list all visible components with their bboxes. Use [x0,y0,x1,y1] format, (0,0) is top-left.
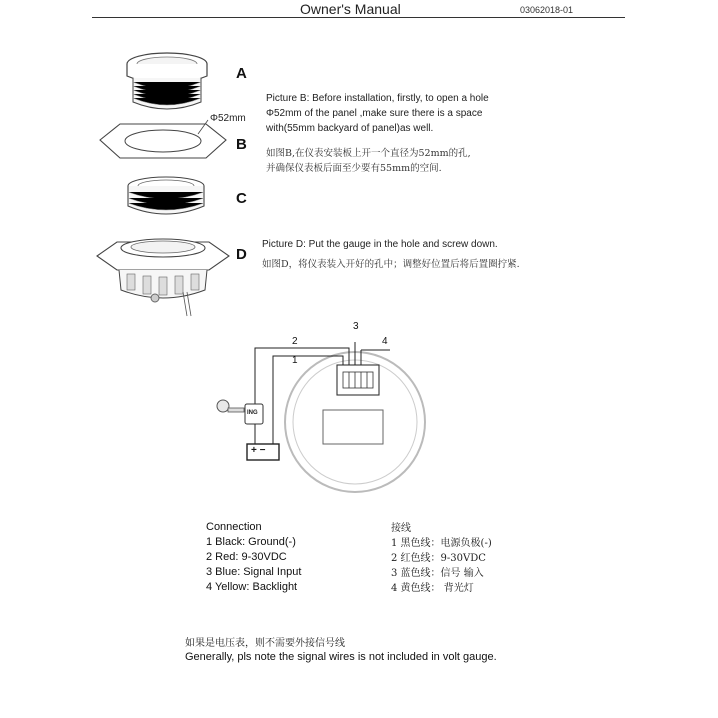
battery-terminals: + − [251,445,266,456]
manual-title: Owner's Manual [300,1,401,17]
hole-diameter-label: Φ52mm [210,113,246,124]
step-label-c: C [236,190,247,207]
ignition-label: ING [247,410,258,416]
connection-zh-title: 接线 [391,523,411,534]
assembled-gauge-drawing [95,232,235,322]
header-rule [92,17,625,18]
panel-plate-drawing [98,118,228,173]
picture-d-zh: 如图D，将仪表装入开好的孔中；调整好位置后将后置圈拧紧. [262,259,520,270]
picture-b-zh-line-2: 并确保仪表板后面至少要有55mm的空间. [266,163,442,174]
note-zh: 如果是电压表，则不需要外接信号线 [185,638,345,649]
picture-b-zh-line-1: 如图B,在仪表安装板上开一个直径为52mm的孔, [266,148,471,159]
picture-b-en-line-3: with(55mm backyard of panel)as well. [266,123,434,134]
step-label-a: A [236,65,247,82]
bezel-drawing [115,50,225,120]
retaining-nut-drawing [118,176,218,226]
wire-label-3: 3 [353,321,359,332]
connection-zh-item-3: 3 蓝色线：信号 输入 [391,568,484,579]
connection-item-3: 3 Blue: Signal Input [206,566,302,578]
connection-item-4: 4 Yellow: Backlight [206,581,298,593]
connection-section-en [206,520,376,595]
connection-item-2: 2 Red: 9-30VDC [206,551,287,563]
picture-d-instructions [262,237,582,272]
connection-item-1: 1 Black: Ground(-) [206,536,296,548]
wire-label-1: 1 [292,355,298,366]
connection-zh-item-1: 1 黑色线：电源负极(-) [391,538,492,549]
connection-zh-item-4: 4 黄色线： 背光灯 [391,583,474,594]
step-label-d: D [236,246,247,263]
document-code: 03062018-01 [520,5,574,15]
picture-b-instructions [266,91,566,176]
step-label-b: B [236,136,247,153]
wire-label-4: 4 [382,336,388,347]
wiring-diagram [205,320,465,495]
connection-zh-item-2: 2 红色线：9-30VDC [391,553,486,564]
picture-d-en: Picture D: Put the gauge in the hole and screw down. [262,239,498,250]
picture-b-en-line-1: Picture B: Before installation, firstly, to open a hole [266,93,489,104]
picture-b-en-line-2: Φ52mm of the panel ,make sure there is a space [266,108,483,119]
wire-label-2: 2 [292,336,298,347]
connection-section-zh [391,521,571,596]
note-en: Generally, pls note the signal wires is not included in volt gauge. [185,651,497,663]
connection-title: Connection [206,521,262,533]
